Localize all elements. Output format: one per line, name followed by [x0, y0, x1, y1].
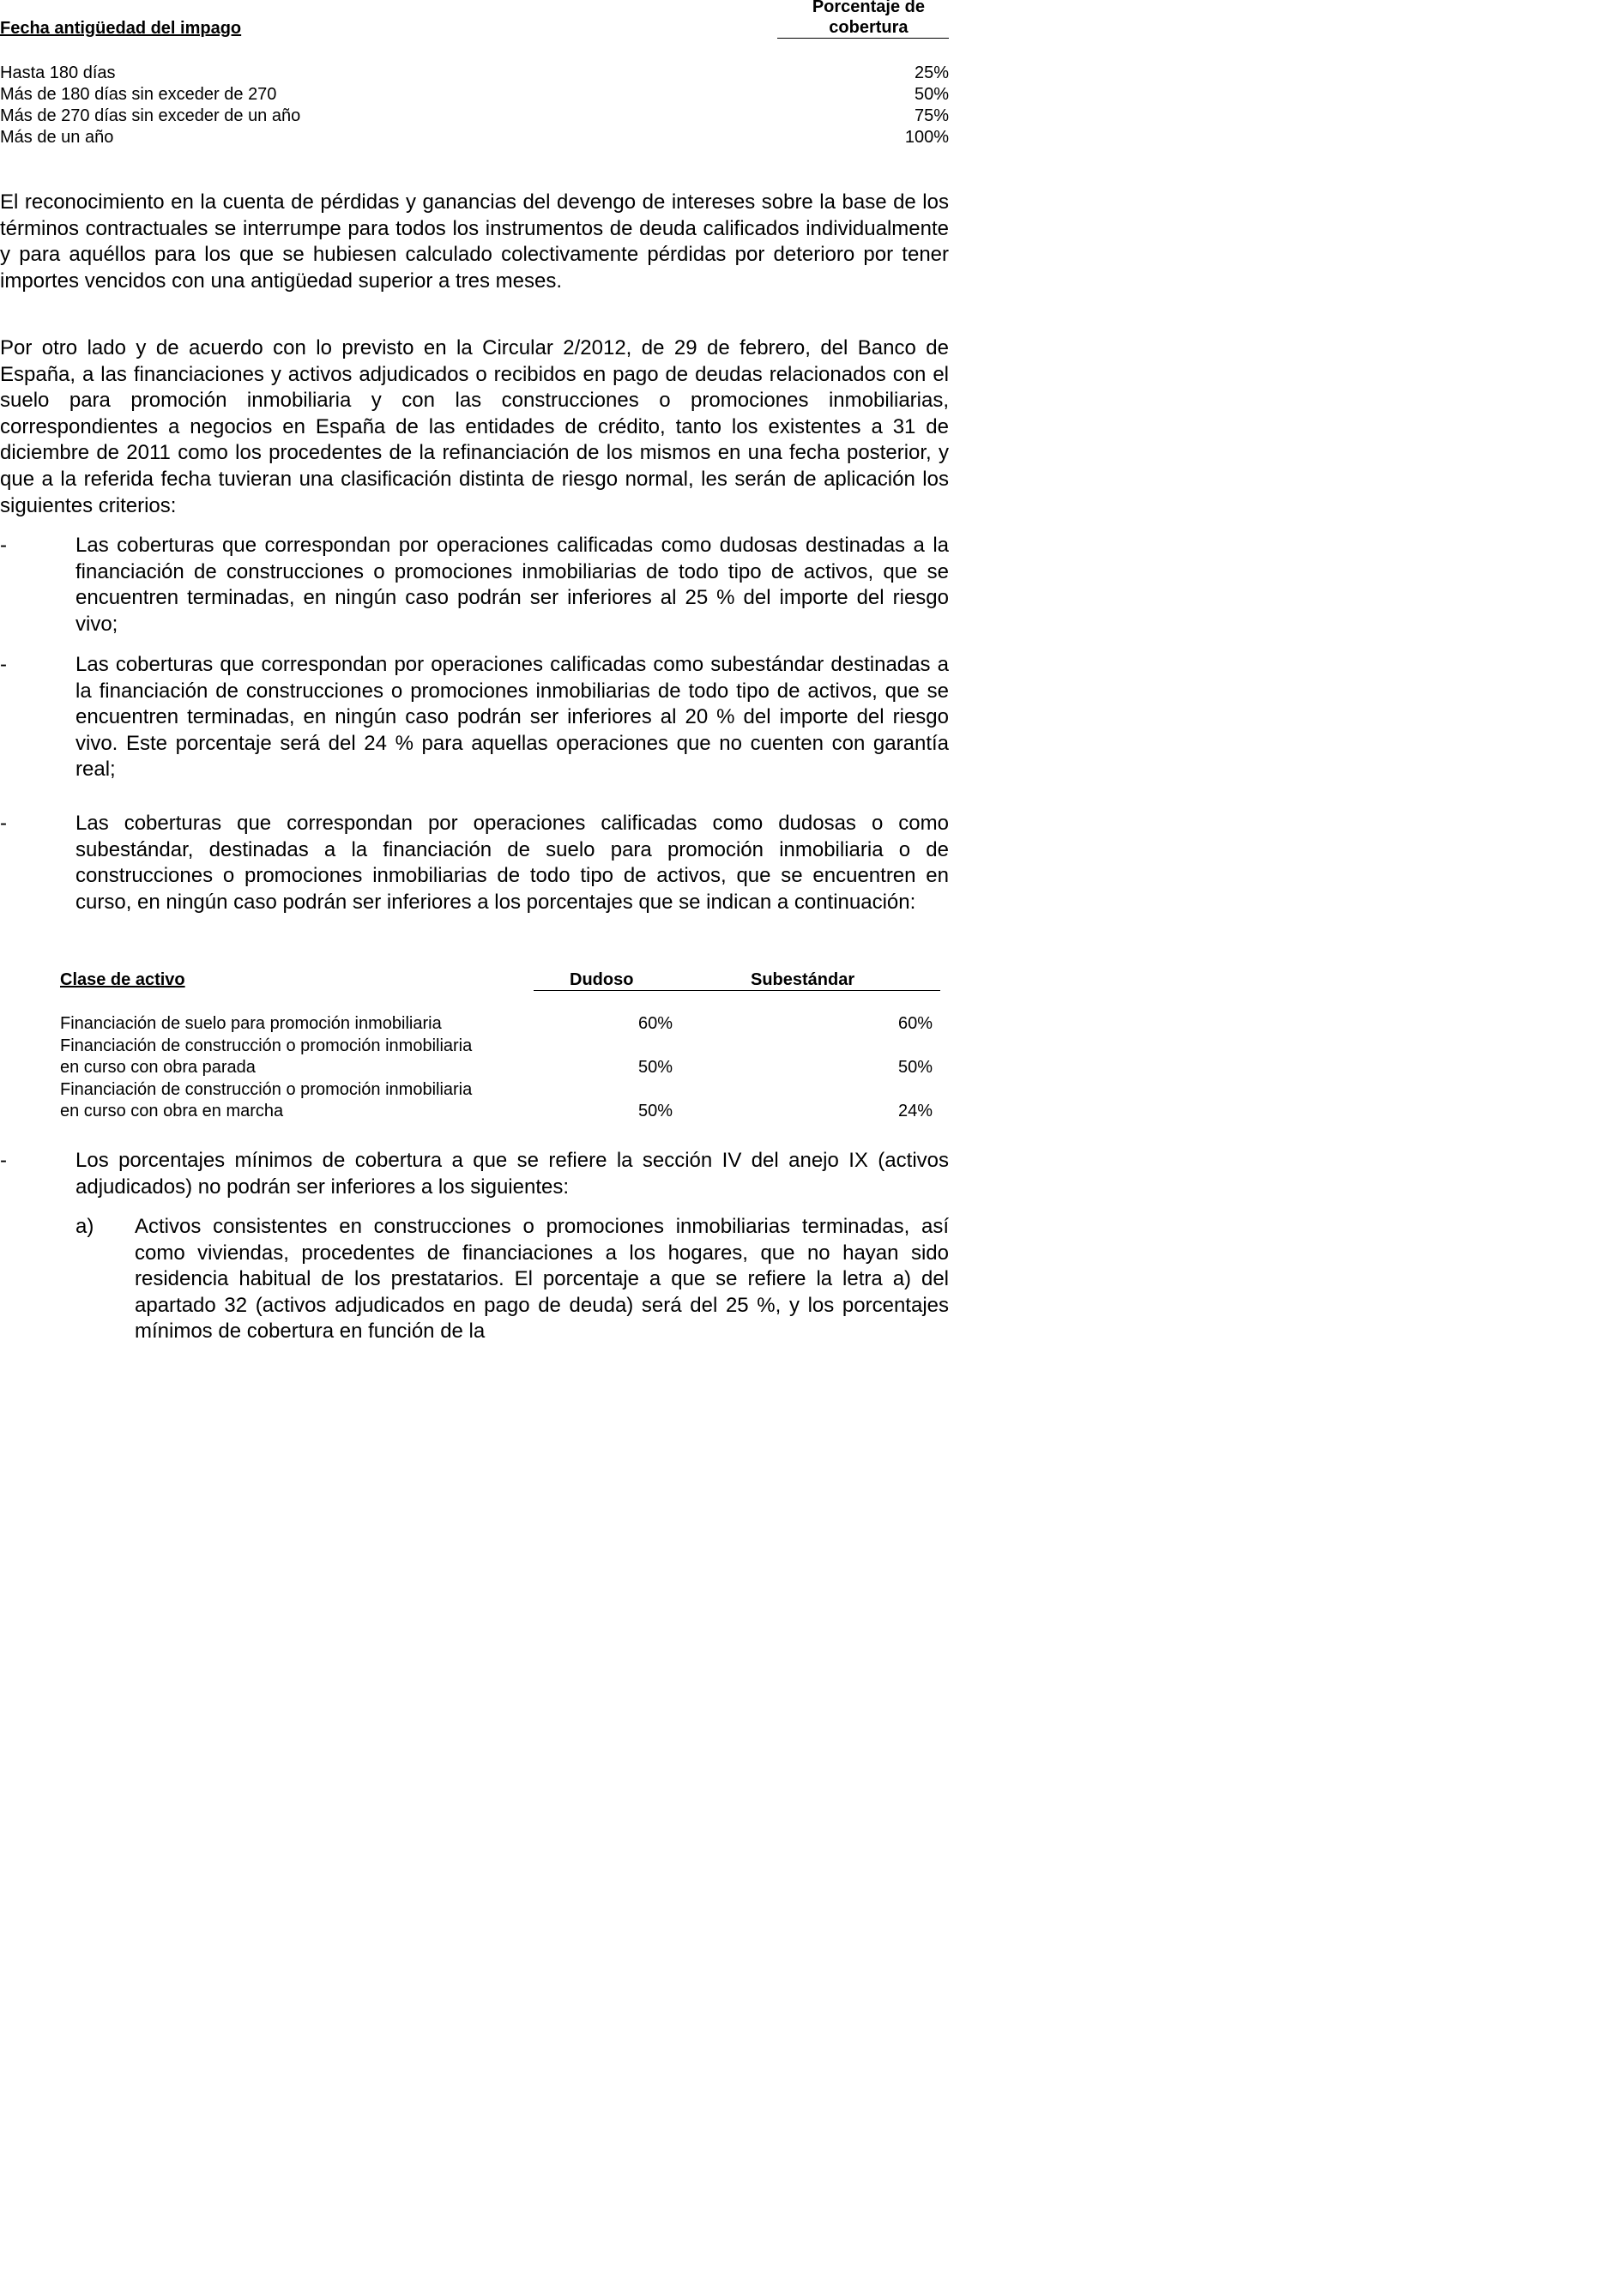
asset-row-label: Financiación de suelo para promoción inmobiliaria: [60, 1014, 442, 1033]
asset-row-label-cont: en curso con obra parada: [60, 1058, 256, 1077]
bullet-dash: -: [0, 1149, 7, 1172]
coverage-row-value: 75%: [914, 106, 949, 125]
coverage-table-header: [0, 0, 949, 39]
coverage-col-right-header-line2: cobertura: [829, 18, 909, 37]
paragraph-circular-2-2012: Por otro lado y de acuerdo con lo previsto en la Circular 2/2012, de 29 de febrero, del Banco de España, a las financiaciones y activos adjudicados o recibidos en pago de deudas relacionados con el suelo para promoción inmobiliaria y con las construcciones o promociones inmobiliarias, correspondientes a negocios en España de las entidades de crédito, tanto los existentes a 31 de diciembre de 2011 como los procedentes de la refinanciación de los mismos en una fecha posterior, y que a la referida fecha tuvieran una clasificación distinta de riesgo normal, les serán de aplicación los siguientes criterios:: [0, 336, 949, 517]
coverage-col-left-header: Fecha antigüedad del impago: [0, 19, 242, 38]
sub-item-text: Activos consistentes en construcciones o promociones inmobiliarias terminadas, así como viviendas, procedentes de financiaciones a los hogares, que no hayan sido residencia habitual de los prestatarios. El porcentaje a que se refiere la letra a) del apartado 32 (activos adjudicados en pago de deuda) será del 25 %, y los porcentajes mínimos de cobertura en función de la: [135, 1215, 949, 1344]
coverage-col-right-header-line1: Porcentaje de: [812, 0, 925, 16]
bullet-item-dudosas: Las coberturas que correspondan por operaciones calificadas como dudosas destinadas a la financiación de construcciones o promociones inmobiliarias de todo tipo de activos, que se encuentren terminadas, en ningún caso podrán ser inferiores al 25 % del importe del riesgo vivo;: [75, 534, 949, 636]
coverage-row: [0, 106, 949, 127]
coverage-header-rule: [777, 38, 949, 39]
bullet-dash: -: [0, 534, 7, 557]
bullet-item-en-curso: Las coberturas que correspondan por operaciones calificadas como dudosas o como subestándar, destinadas a la financiación de suelo para promoción inmobiliaria o de construcciones o promociones inmobiliarias de todo tipo de activos, que se encuentren en curso, en ningún caso podrán ser inferiores a los porcentajes que se indican a continuación:: [75, 812, 949, 914]
asset-row-label-cont: en curso con obra en marcha: [60, 1102, 284, 1120]
asset-header-rule-subestandar: [684, 990, 940, 991]
coverage-row-value: 50%: [914, 85, 949, 104]
document-page: [0, 0, 955, 1345]
bullet-item-adjudicados: Los porcentajes mínimos de cobertura a que se refiere la sección IV del anejo IX (activos adjudicados) no podrán ser inferiores a los siguientes:: [75, 1149, 949, 1199]
coverage-row-label: Más de 180 días sin exceder de 270: [0, 85, 277, 104]
asset-row-dudoso: 50%: [638, 1102, 673, 1120]
bullet-item-subestandar: Las coberturas que correspondan por operaciones calificadas como subestándar destinadas a la financiación de construcciones o promociones inmobiliarias de todo tipo de activos, que se encuentren terminadas, en ningún caso podrán ser inferiores al 20 % del importe del riesgo vivo. Este porcentaje será del 24 % para aquellas operaciones que no cuenten con garantía real;: [75, 653, 949, 782]
paragraph-interest-recognition: El reconocimiento en la cuenta de pérdidas y ganancias del devengo de intereses sobre la base de los términos contractuales se interrumpe para todos los instrumentos de deuda calificados individualmente y para aquéllos para los que se hubiesen calculado colectivamente pérdidas por deterioro por tener importes vencidos con una antigüedad superior a tres meses.: [0, 190, 949, 293]
asset-col-class-header: Clase de activo: [60, 970, 185, 989]
bullet-dash: -: [0, 653, 7, 676]
asset-row-subestandar: 60%: [897, 1014, 933, 1033]
coverage-row: [0, 63, 949, 84]
asset-row-label: Financiación de construcción o promoción inmobiliaria: [60, 1080, 473, 1099]
coverage-row-value: 100%: [904, 128, 949, 147]
coverage-row: [0, 84, 949, 106]
coverage-row: [0, 127, 949, 148]
asset-row-dudoso: 60%: [638, 1014, 673, 1033]
asset-row-subestandar: 50%: [897, 1058, 933, 1077]
coverage-row-label: Más de 270 días sin exceder de un año: [0, 106, 301, 125]
asset-row-subestandar: 24%: [897, 1102, 933, 1120]
asset-row-dudoso: 50%: [638, 1058, 673, 1077]
asset-col-dudoso-header: Dudoso: [570, 970, 634, 989]
coverage-row-label: Hasta 180 días: [0, 63, 116, 82]
asset-header-rule-dudoso: [534, 990, 684, 991]
coverage-row-value: 25%: [914, 63, 949, 82]
bullet-dash: -: [0, 812, 7, 835]
sub-item-letter: a): [75, 1215, 94, 1238]
coverage-row-label: Más de un año: [0, 128, 114, 147]
coverage-col-right-header: [812, 0, 925, 38]
asset-row-label: Financiación de construcción o promoción inmobiliaria: [60, 1036, 473, 1055]
asset-col-subestandar-header: Subestándar: [751, 970, 855, 989]
